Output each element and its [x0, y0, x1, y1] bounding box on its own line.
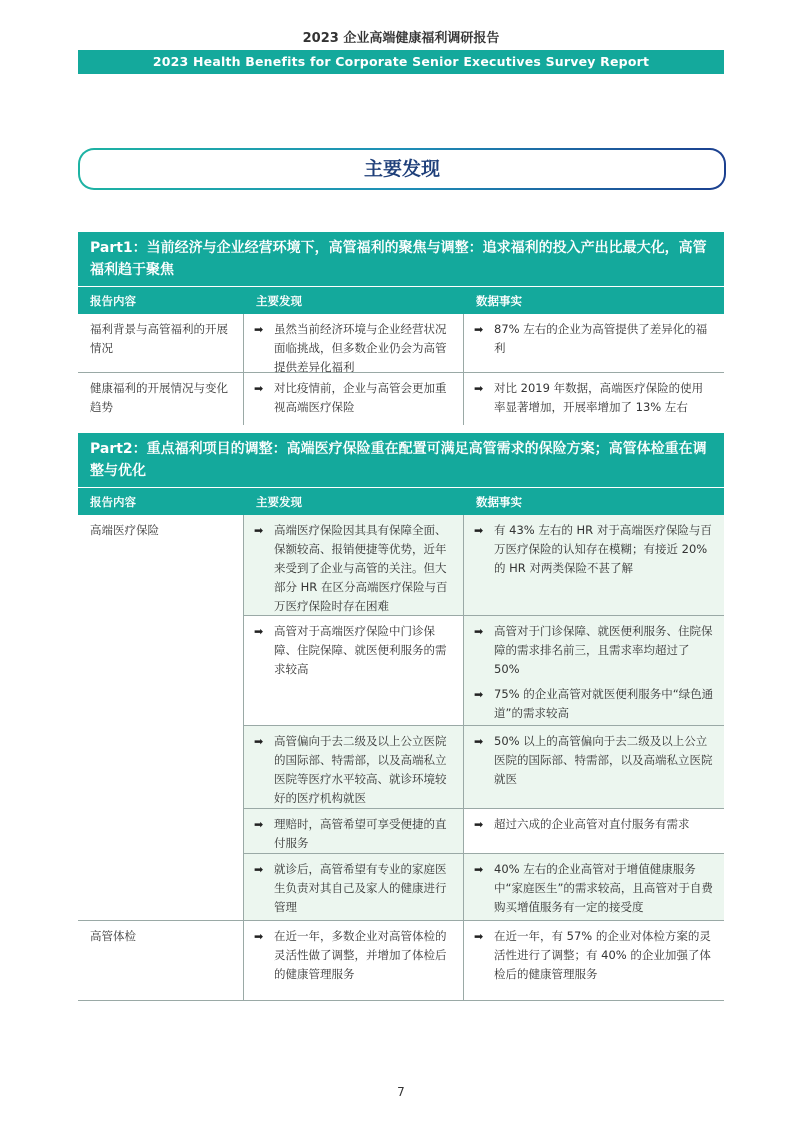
row-findings [244, 854, 464, 920]
table-row [244, 921, 724, 1000]
bullet-item [474, 320, 714, 358]
bullet-text: 高管偏向于去二级及以上公立医院的国际部、特需部，以及高端私立医院等医疗水平较高、就诊环境较好的医疗机构就医 [274, 734, 447, 805]
bullet-text: 有 43% 左右的 HR 对于高端医疗保险与百万医疗保险的认知存在模糊；有接近 20% 的 HR 对两类保险不甚了解 [494, 523, 712, 575]
bullet-item [254, 379, 453, 417]
arrow-right-icon: ➡ [474, 818, 484, 831]
bullet-text: 对比疫情前，企业与高管会更加重视高端医疗保险 [274, 381, 447, 414]
bullet-text: 对比 2019 年数据，高端医疗保险的使用率显著增加，开展率增加了 13% 左右 [494, 381, 704, 414]
arrow-right-icon: ➡ [474, 323, 484, 336]
row-topic: 福利背景与高管福利的开展情况 [78, 314, 244, 372]
table-row [78, 314, 724, 373]
column-header-findings: 主要发现 [256, 293, 302, 308]
row-findings [244, 921, 464, 1000]
bullet-text: 在近一年，多数企业对高管体检的灵活性做了调整，并增加了体检后的健康管理服务 [274, 929, 447, 981]
bullet-item [474, 860, 714, 917]
bullet-text: 就诊后，高管希望有专业的家庭医生负责对其自己及家人的健康进行管理 [274, 862, 447, 914]
arrow-right-icon: ➡ [474, 863, 484, 876]
arrow-right-icon: ➡ [474, 524, 484, 537]
row-facts [464, 373, 724, 425]
table-row [244, 854, 724, 920]
row-facts [464, 726, 724, 808]
bullet-item [474, 379, 714, 417]
part1-column-headers [78, 286, 724, 314]
row-facts [464, 616, 724, 725]
bullet-text: 高管对于高端医疗保险中门诊保障、住院保障、就医便利服务的需求较高 [274, 624, 447, 676]
group-topic: 高管体检 [78, 921, 244, 1000]
part1-table [78, 232, 724, 425]
part2-table [78, 433, 724, 1001]
bullet-item [474, 622, 714, 679]
bullet-item [474, 815, 714, 834]
bullet-item [474, 685, 714, 723]
report-title-cn: 2023 企业高端健康福利调研报告 [302, 31, 500, 46]
bullet-text: 75% 的企业高管对就医便利服务中“绿色通道”的需求较高 [494, 687, 714, 720]
bullet-item [254, 927, 453, 984]
table-row [244, 809, 724, 854]
table-row [244, 726, 724, 809]
arrow-right-icon: ➡ [254, 930, 264, 943]
bullet-text: 虽然当前经济环境与企业经营状况面临挑战，但多数企业仍会为高管提供差异化福利 [274, 322, 447, 374]
part2-header: Part2：重点福利项目的调整：高端医疗保险重在配置可满足高管需求的保险方案；高管体检重在调整与优化 [78, 433, 724, 487]
bullet-item [254, 521, 453, 616]
bullet-text: 超过六成的企业高管对直付服务有需求 [494, 817, 690, 831]
bullet-item [474, 927, 714, 984]
group-rows [244, 515, 724, 920]
row-findings [244, 726, 464, 808]
bullet-item [254, 860, 453, 917]
row-topic: 健康福利的开展情况与变化趋势 [78, 373, 244, 425]
arrow-right-icon: ➡ [474, 735, 484, 748]
part2-column-headers [78, 487, 724, 515]
arrow-right-icon: ➡ [474, 625, 484, 638]
page-number: 7 [397, 1085, 405, 1099]
bullet-text: 40% 左右的企业高管对于增值健康服务中“家庭医生”的需求较高，且高管对于自费购买增值服务有一定的接受度 [494, 862, 713, 914]
row-facts [464, 854, 724, 920]
table-row [78, 373, 724, 425]
arrow-right-icon: ➡ [254, 524, 264, 537]
bullet-text: 在近一年，有 57% 的企业对体检方案的灵活性进行了调整；有 40% 的企业加强了体检后的健康管理服务 [494, 929, 711, 981]
row-facts [464, 809, 724, 853]
bullet-item [474, 521, 714, 578]
arrow-right-icon: ➡ [474, 382, 484, 395]
column-header-findings: 主要发现 [256, 494, 302, 509]
column-header-topic: 报告内容 [90, 494, 136, 509]
row-findings [244, 809, 464, 853]
bullet-text: 高管对于门诊保障、就医便利服务、住院保障的需求排名前三，且需求率均超过了 50% [494, 624, 713, 676]
arrow-right-icon: ➡ [474, 688, 484, 701]
arrow-right-icon: ➡ [254, 625, 264, 638]
table-row [244, 616, 724, 726]
arrow-right-icon: ➡ [474, 930, 484, 943]
row-facts [464, 314, 724, 372]
row-findings [244, 616, 464, 725]
bullet-text: 高端医疗保险因其具有保障全面、保额较高、报销便捷等优势，近年来受到了企业与高管的关注。但大部分 HR 在区分高端医疗保险与百万医疗保险时存在困难 [274, 523, 448, 613]
part1-header: Part1：当前经济与企业经营环境下，高管福利的聚焦与调整：追求福利的投入产出比最大化，高管福利趋于聚焦 [78, 232, 724, 286]
arrow-right-icon: ➡ [254, 863, 264, 876]
section-title-box [78, 148, 726, 190]
section-title: 主要发现 [80, 150, 724, 188]
bullet-text: 50% 以上的高管偏向于去二级及以上公立医院的国际部、特需部，以及高端私立医院就医 [494, 734, 713, 786]
group-executive-checkup [78, 921, 724, 1001]
bullet-item [254, 320, 453, 377]
row-findings [244, 373, 464, 425]
bullet-item [474, 732, 714, 789]
column-header-facts: 数据事实 [476, 494, 522, 509]
column-header-facts: 数据事实 [476, 293, 522, 308]
row-facts [464, 515, 724, 615]
group-rows [244, 921, 724, 1000]
table-row [244, 515, 724, 616]
arrow-right-icon: ➡ [254, 818, 264, 831]
bullet-text: 理赔时，高管希望可享受便捷的直付服务 [274, 817, 447, 850]
row-findings [244, 515, 464, 615]
bullet-text: 87% 左右的企业为高管提供了差异化的福利 [494, 322, 708, 355]
bullet-item [254, 622, 453, 679]
group-topic: 高端医疗保险 [78, 515, 244, 920]
bullet-item [254, 815, 453, 853]
arrow-right-icon: ➡ [254, 382, 264, 395]
row-facts [464, 921, 724, 1000]
row-findings [244, 314, 464, 372]
arrow-right-icon: ➡ [254, 323, 264, 336]
column-header-topic: 报告内容 [90, 293, 136, 308]
group-high-end-insurance [78, 515, 724, 921]
report-title-en-banner: 2023 Health Benefits for Corporate Senior Executives Survey Report [78, 50, 724, 74]
bullet-item [254, 732, 453, 808]
arrow-right-icon: ➡ [254, 735, 264, 748]
